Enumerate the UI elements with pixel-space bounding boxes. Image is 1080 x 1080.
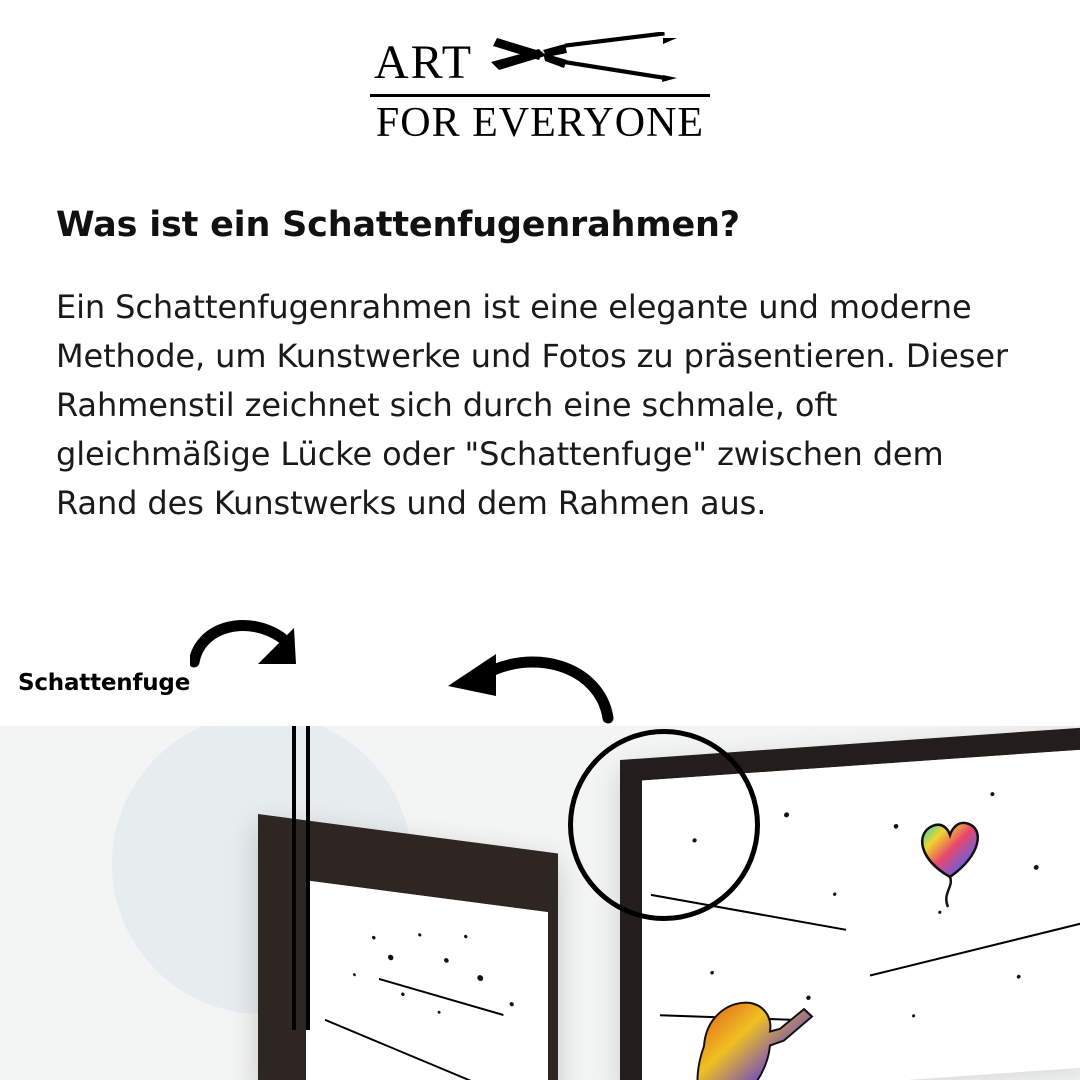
child-figure-graphic — [684, 966, 854, 1080]
paint-streak — [325, 1019, 507, 1080]
artwork-left-canvas — [306, 880, 548, 1080]
paint-brushes-icon — [487, 32, 677, 90]
shadow-gap-indicator — [292, 726, 314, 1030]
artwork-left-splatter — [306, 880, 548, 1080]
paint-streak — [378, 978, 503, 1015]
brand-logo — [0, 34, 1080, 149]
heart-balloon-graphic — [898, 811, 1002, 914]
brand-name-line2: FOR EVERYONE — [375, 100, 705, 146]
brand-name-line1: ART — [374, 36, 474, 89]
brand-logo-top-row — [370, 34, 710, 92]
paint-streak — [870, 921, 1080, 976]
description-text: Ein Schattenfugenrahmen ist eine elegante und moderne Methode, um Kunstwerke und Fotos zu präsentieren. Dieser Rahmenstil zeichnet sich durch eine schmale, oft gleichmäßige Lücke oder "Schattenfuge" zwischen dem Rand des Kunstwerks und dem Rahmen aus. — [56, 288, 1008, 522]
curved-arrow-down-right-icon — [190, 612, 320, 687]
circle-highlight-icon — [568, 729, 760, 921]
product-photo — [0, 726, 1080, 1080]
page-title: Was ist ein Schattenfugenrahmen? — [56, 205, 740, 245]
brand-divider — [370, 94, 710, 97]
shadow-gap-label: Schattenfuge — [18, 670, 191, 696]
brand-logo-inner — [370, 34, 710, 149]
curved-arrow-left-icon — [440, 648, 615, 730]
